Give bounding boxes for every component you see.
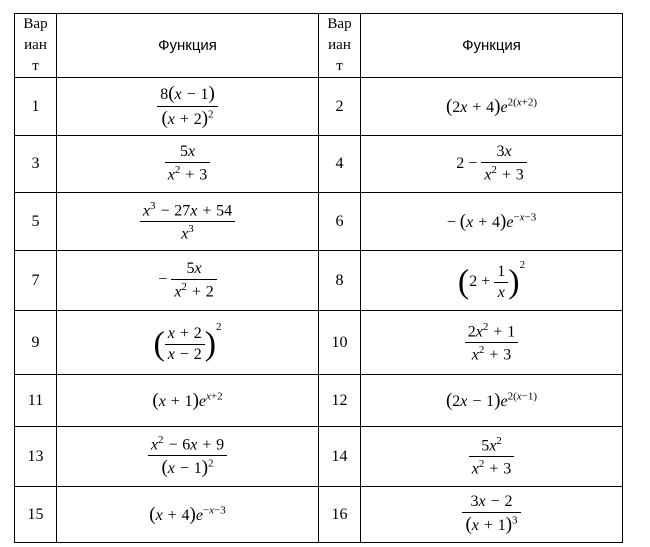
variant-header-left: Вар иан т	[15, 14, 57, 78]
function-formula: $\frac{x^2 - 6x + 9}{(x - 1)^2}$	[57, 427, 319, 487]
function-formula: − $(x + 4)e^{-x-3}$	[361, 193, 623, 251]
variant-number: 3	[15, 136, 57, 193]
function-formula: $(x + 4)e^{-x-3}$	[57, 487, 319, 543]
function-formula: $\frac{3x - 2}{(x + 1)^3}$	[361, 487, 623, 543]
variant-number: 13	[15, 427, 57, 487]
variant-number: 5	[15, 193, 57, 251]
table-row	[15, 427, 623, 487]
function-formula: 2 − $\frac{3x}{x^2 + 3}$	[361, 136, 623, 193]
function-header-right: Функция	[361, 14, 623, 78]
variant-number: 8	[319, 251, 361, 311]
variant-number: 1	[15, 78, 57, 136]
variants-table	[14, 13, 623, 543]
function-formula: $\frac{2x^2 + 1}{x^2 + 3}$	[361, 311, 623, 375]
variant-number: 16	[319, 487, 361, 543]
function-formula: $(2x - 1)e^{2(x-1)}$	[361, 375, 623, 427]
table-row	[15, 311, 623, 375]
function-formula: $(x + 1)e^{x+2}$	[57, 375, 319, 427]
function-formula: $\frac{x^3 - 27x + 54}{x^3}$	[57, 193, 319, 251]
variant-number: 4	[319, 136, 361, 193]
table-row	[15, 487, 623, 543]
variant-number: 12	[319, 375, 361, 427]
function-formula: $\frac{5x}{x^2 + 3}$	[57, 136, 319, 193]
table-row	[15, 193, 623, 251]
table-row	[15, 251, 623, 311]
table-row	[15, 136, 623, 193]
variant-number: 6	[319, 193, 361, 251]
function-formula: ( $\frac{x + 2}{x - 2}$ )$^2$	[57, 311, 319, 375]
function-formula: $(2x + 4)e^{2(x+2)}$	[361, 78, 623, 136]
variant-number: 14	[319, 427, 361, 487]
variant-number: 11	[15, 375, 57, 427]
function-formula: $\frac{5x^2}{x^2 + 3}$	[361, 427, 623, 487]
function-formula: − $\frac{5x}{x^2 + 2}$	[57, 251, 319, 311]
header-row	[15, 14, 623, 78]
variant-number: 2	[319, 78, 361, 136]
table-row	[15, 78, 623, 136]
variant-number: 7	[15, 251, 57, 311]
variant-header-right: Вар иан т	[319, 14, 361, 78]
variant-number: 10	[319, 311, 361, 375]
variant-number: 9	[15, 311, 57, 375]
function-formula: $\frac{8(x - 1)}{(x + 2)^2}$	[57, 78, 319, 136]
function-formula: (2 + $\frac{1}{x}$ )$^2$	[361, 251, 623, 311]
variant-number: 15	[15, 487, 57, 543]
function-header-left: Функция	[57, 14, 319, 78]
table-row	[15, 375, 623, 427]
